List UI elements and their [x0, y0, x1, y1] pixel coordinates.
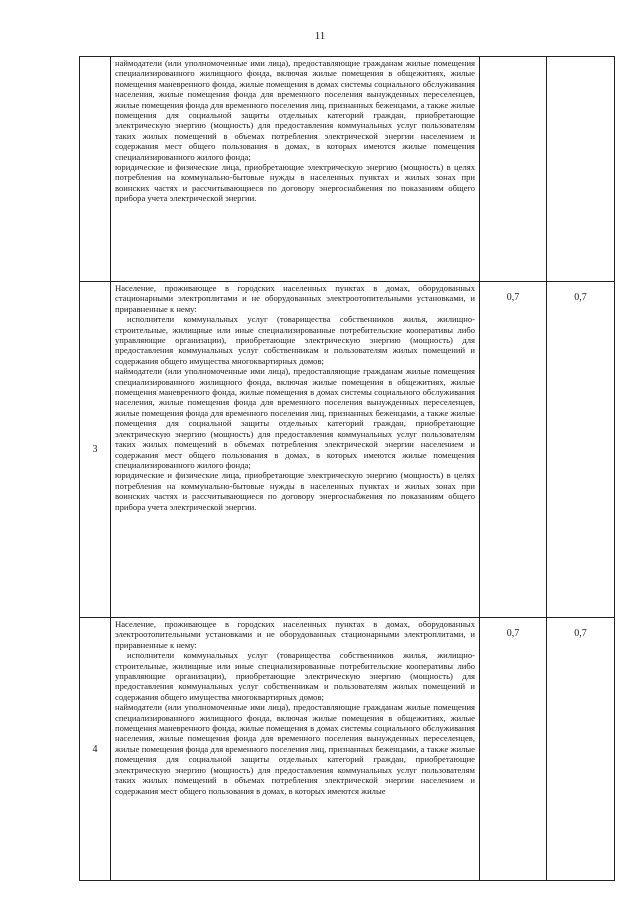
description-paragraph: юридические и физические лица, приобретающие электрическую энергию (мощность) в целях потребления на коммунально-бытовые нужды в населенных пунктах и жилых зонах при воинских частях и рассчитывающиеся по договору энергоснабжения по показаниям общего прибора учета электрической энергии.: [115, 162, 475, 204]
coefficient-value-2: 0,7: [547, 618, 615, 881]
table-row: [80, 57, 615, 282]
description-paragraph: юридические и физические лица, приобретающие электрическую энергию (мощность) в целях потребления на коммунально-бытовые нужды в населенных пунктах и жилых зонах при воинских частях и рассчитывающиеся по договору энергоснабжения по показаниям общего прибора учета электрической энергии.: [115, 470, 475, 512]
consumer-description: [111, 282, 480, 618]
description-paragraph: наймодатели (или уполномоченные ими лица), предоставляющие гражданам жилые помещения специализированного жилищного фонда, включая жилые помещения в общежитиях, жилые помещения маневренного фонда, жилые помещения в домах системы социального обслуживания населения, жилые помещения фонда для временного поселения вынужденных переселенцев, жилые помещения фонда для временного поселения лиц, признанных беженцами, а также жилые помещения для социальной защиты отдельных категорий граждан, приобретающие электрическую энергию (мощность) для предоставления коммунальных услуг пользователям таких жилых помещений в объемах потребления электрической энергии населением и содержания мест общего пользования в домах, в которых имеются жилые помещения специализированного жилого фонда;: [115, 366, 475, 470]
row-number: 3: [80, 282, 111, 618]
coefficient-value-1: 0,7: [480, 282, 547, 618]
description-paragraph: исполнители коммунальных услуг (товарищества собственников жилья, жилищно-строительные, жилищные или иные специализированные потребительские кооперативы либо управляющие организации), приобретающие электрическую энергию (мощность) для предоставления коммунальных услуг собственникам и пользователям жилых помещений и содержания общего имущества многоквартирных домов;: [115, 314, 475, 366]
coefficient-value-1: 0,7: [480, 618, 547, 881]
table-row: [80, 618, 615, 881]
description-clip: [115, 619, 475, 871]
description-paragraph: Население, проживающее в городских населенных пунктах в домах, оборудованных электроотопительными установками и не оборудованных стационарными электроплитами, и приравненные к нему:: [115, 619, 475, 650]
consumer-description: [111, 618, 480, 881]
consumer-description: [111, 57, 480, 282]
description-paragraph: исполнители коммунальных услуг (товарищества собственников жилья, жилищно-строительные, жилищные или иные специализированные потребительские кооперативы либо управляющие организации), приобретающие электрическую энергию (мощность) для предоставления коммунальных услуг собственникам и пользователям жилых помещений и содержания общего имущества многоквартирных домов;: [115, 650, 475, 702]
description-paragraph: наймодатели (или уполномоченные ими лица), предоставляющие гражданам жилые помещения специализированного жилищного фонда, включая жилые помещения в общежитиях, жилые помещения маневренного фонда, жилые помещения в домах системы социального обслуживания населения, жилые помещения фонда для временного поселения вынужденных переселенцев, жилые помещения фонда для временного поселения лиц, признанных беженцами, а также жилые помещения для социальной защиты отдельных категорий граждан, приобретающие электрическую энергию (мощность) для предоставления коммунальных услуг пользователям таких жилых помещений в объемах потребления электрической энергии населением и содержания мест общего пользования в домах, в которых имеются жилые: [115, 702, 475, 796]
coefficient-value-1: [480, 57, 547, 282]
tariff-table: [79, 56, 615, 881]
row-number: 4: [80, 618, 111, 881]
page-number: 11: [314, 30, 326, 42]
coefficient-value-2: 0,7: [547, 282, 615, 618]
description-paragraph: Население, проживающее в городских населенных пунктах в домах, оборудованных стационарными электроплитами и не оборудованных электроотопительными установками, и приравненные к нему:: [115, 283, 475, 314]
row-number: [80, 57, 111, 282]
table-row: [80, 282, 615, 618]
coefficient-value-2: [547, 57, 615, 282]
description-paragraph: наймодатели (или уполномоченные ими лица), предоставляющие гражданам жилые помещения специализированного жилищного фонда, включая жилые помещения в общежитиях, жилые помещения маневренного фонда, жилые помещения в домах системы социального обслуживания населения, жилые помещения фонда для временного поселения вынужденных переселенцев, жилые помещения фонда для временного поселения лиц, признанных беженцами, а также жилые помещения для социальной защиты отдельных категорий граждан, приобретающие электрическую энергию (мощность) для предоставления коммунальных услуг пользователям таких жилых помещений в объемах потребления электрической энергии населением и содержания мест общего пользования в домах, в которых имеются жилые помещения специализированного жилого фонда;: [115, 58, 475, 162]
